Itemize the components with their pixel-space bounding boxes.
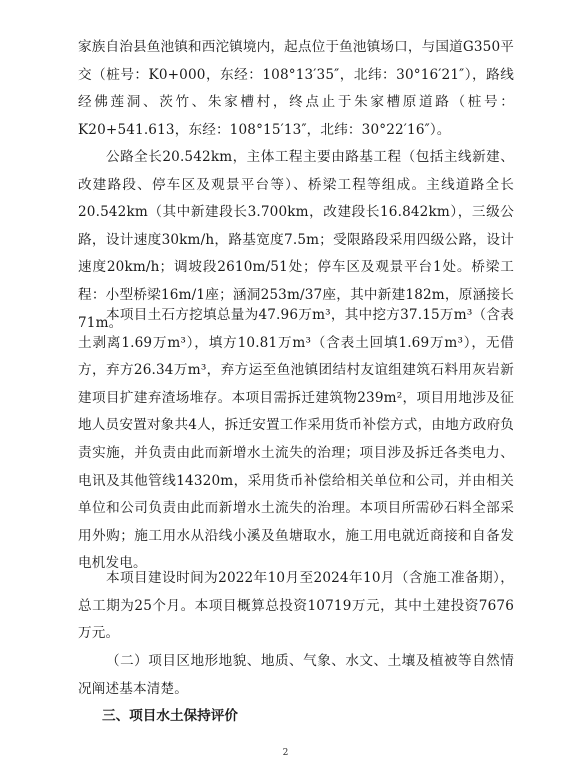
paragraph-route-description: 家族自治县鱼池镇和西沱镇境内，起点位于鱼池镇场口，与国道G350平交（桩号：K0+000，东经：108°13′35″，北纬：30°16′21″），路线经佛莲洞、茨竹、朱家槽村，终点止于朱家槽原道路（桩号：K20+541.613，东经：108°15′13″，北纬：30°22′16″）。 xyxy=(78,39,514,138)
paragraph-road-scale: 公路全长20.542km，主体工程主要由路基工程（包括主线新建、改建路段、停车区及观景平台等）、桥梁工程等组成。主线道路全长20.542km（其中新建段长3.700km，改建段长16.842km），三级公路，设计速度30km/h，路基宽度7.5m；受限路段采用四级公路，设计速度20km/h；调坡段2610m/51处；停车区及观景平台1处。桥梁工程：小型桥梁16m/1座；涵洞253m/37座，其中新建182m，原涵接长71m。 xyxy=(78,149,514,331)
paragraph-earthwork-relocation: 本项目土石方挖填总量为47.96万m³，其中挖方37.15万m³（含表土剥离1.69万m³），填方10.81万m³（含表土回填1.69万m³），无借方，弃方26.34万m³，弃方运至鱼池镇团结村友谊组建筑石料用灰岩新建项目扩建弃渣场堆存。本项目需拆迁建筑物239m²，项目用地涉及征地人员安置对象共4人，拆迁安置工作采用货币补偿方式，由地方政府负责实施，并负责由此而新增水土流失的治理；项目涉及拆迁各类电力、电讯及其他管线14320m，采用货币补偿给相关单位和公司，并由相关单位和公司负责由此而新增水土流失的治理。本项目所需砂石料全部采用外购；施工用水从沿线小溪及鱼塘取水，施工用电就近商接和自备发电机发电。 xyxy=(78,307,514,572)
section-heading: 三、项目水土保持评价 xyxy=(102,708,238,724)
page-number: 2 xyxy=(282,748,289,758)
paragraph-schedule-investment: 本项目建设时间为2022年10月至2024年10月（含施工准备期），总工期为25个月。本项目概算总投资10719万元，其中土建投资7676万元。 xyxy=(78,570,514,642)
paragraph-natural-conditions: （二）项目区地形地貌、地质、气象、水文、土壤及植被等自然情况阐述基本清楚。 xyxy=(78,653,514,697)
